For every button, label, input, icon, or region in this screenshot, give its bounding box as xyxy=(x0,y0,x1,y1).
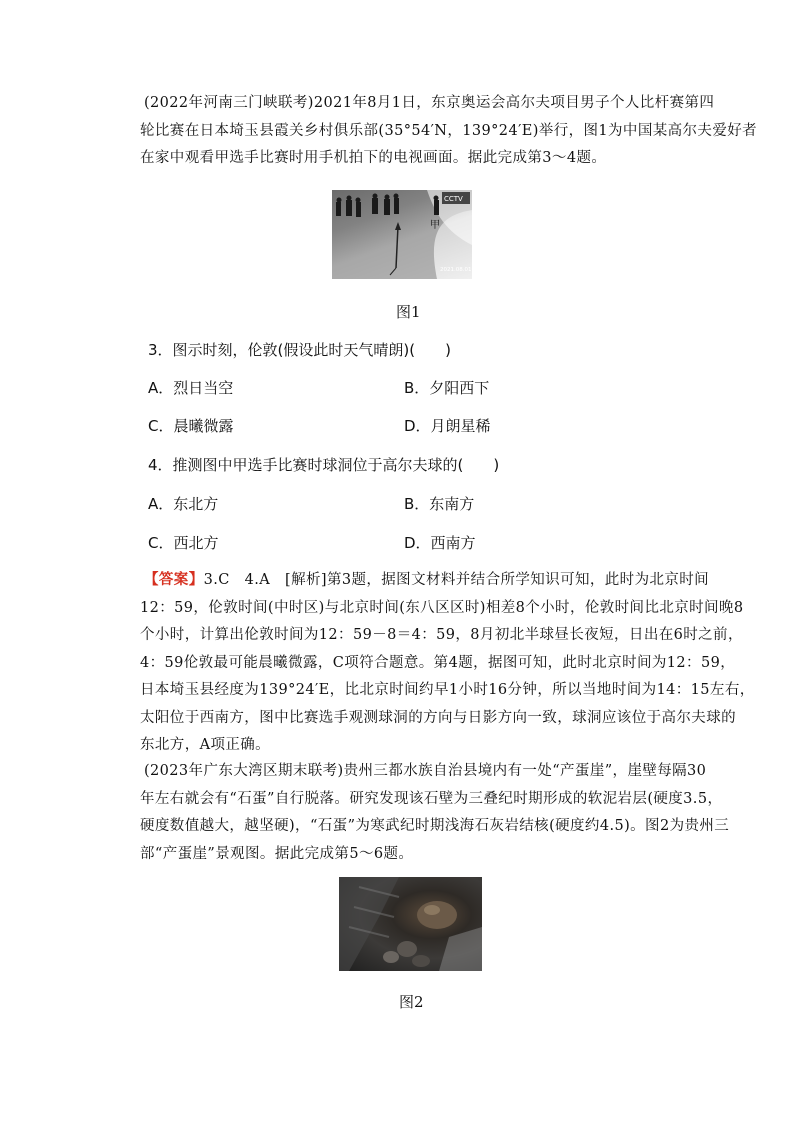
tv-logo: CCTV xyxy=(444,195,463,203)
answer-tag: 【答案】 xyxy=(144,571,204,588)
tv-timestamp: 2021.08.01 12:59 xyxy=(440,267,490,273)
q4-option-c: C．西北方 xyxy=(148,534,219,552)
figure2-caption: 图2 xyxy=(399,993,424,1011)
answer-line: 个小时，计算出伦敦时间为12：59－8＝4：59，8月初北半球昼长夜短，日出在6时之前， xyxy=(140,627,743,643)
intro-line: (2023年广东大湾区期末联考)贵州三都水族自治县境内有一处“产蛋崖”，崖壁每隔30 xyxy=(144,763,707,779)
question-4-stem: 4．推测图中甲选手比赛时球洞位于高尔夫球的( ) xyxy=(148,456,500,474)
stone-egg xyxy=(417,901,457,929)
section1-intro xyxy=(140,90,758,173)
intro-line: 轮比赛在日本埼玉县霞关乡村俱乐部(35°54′N，139°24′E)举行，图1为中国某高尔夫爱好者 xyxy=(140,122,758,139)
q3-option-b: B．夕阳西下 xyxy=(404,379,490,397)
q4-option-d: D．西南方 xyxy=(404,534,476,552)
intro-line: 年左右就会有“石蛋”自行脱落。研究发现该石壁为三叠纪时期形成的软泥岩层(硬度3.5， xyxy=(140,790,723,807)
q4-option-b: B．东南方 xyxy=(404,495,475,513)
question-3-stem: 3．图示时刻，伦敦(假设此时天气晴朗)( ) xyxy=(148,341,451,359)
figure2-illustration xyxy=(339,877,482,971)
answer-block xyxy=(140,566,755,760)
intro-line: 在家中观看甲选手比赛时用手机拍下的电视画面。据此完成第3～4题。 xyxy=(140,150,607,166)
answer-line: 日本埼玉县经度为139°24′E，比北京时间约早1小时16分钟，所以当地时间为14：15左右， xyxy=(140,682,755,698)
q4-option-a: A．东北方 xyxy=(148,495,219,513)
section2-intro xyxy=(140,758,730,868)
answer-line: 太阳位于西南方，图中比赛选手观测球洞的方向与日影方向一致，球洞应该位于高尔夫球的 xyxy=(140,709,736,726)
intro-line: 部“产蛋崖”景观图。据此完成第5～6题。 xyxy=(140,845,414,862)
figure1-illustration xyxy=(332,190,490,279)
answer-line: 东北方，A项正确。 xyxy=(140,737,271,753)
figure1-caption: 图1 xyxy=(396,303,421,321)
figure1-tv-photo xyxy=(332,190,490,279)
q3-option-d: D．月朗星稀 xyxy=(404,417,491,435)
answer-line: 4：59伦敦最可能晨曦微露，C项符合题意。第4题，据图可知，此时北京时间为12：59， xyxy=(140,654,736,671)
intro-line: (2022年河南三门峡联考)2021年8月1日，东京奥运会高尔夫项目男子个人比杆赛第四 xyxy=(144,95,715,111)
q3-option-c: C．晨曦微露 xyxy=(148,417,234,435)
player-label: 甲 xyxy=(430,220,440,231)
figure2-cliff-photo xyxy=(339,877,482,971)
answer-line: 12：59，伦敦时间(中时区)与北京时间(东八区区时)相差8个小时，伦敦时间比北京时间晚8 xyxy=(140,599,744,616)
intro-line: 硬度数值越大，越坚硬)，“石蛋”为寒武纪时期浅海石灰岩结核(硬度约4.5)。图2为贵州三 xyxy=(140,818,730,834)
q3-option-a: A．烈日当空 xyxy=(148,379,234,397)
answer-line: 3.C 4.A [解析]第3题，据图文材料并结合所学知识可知，此时为北京时间 xyxy=(203,572,710,588)
